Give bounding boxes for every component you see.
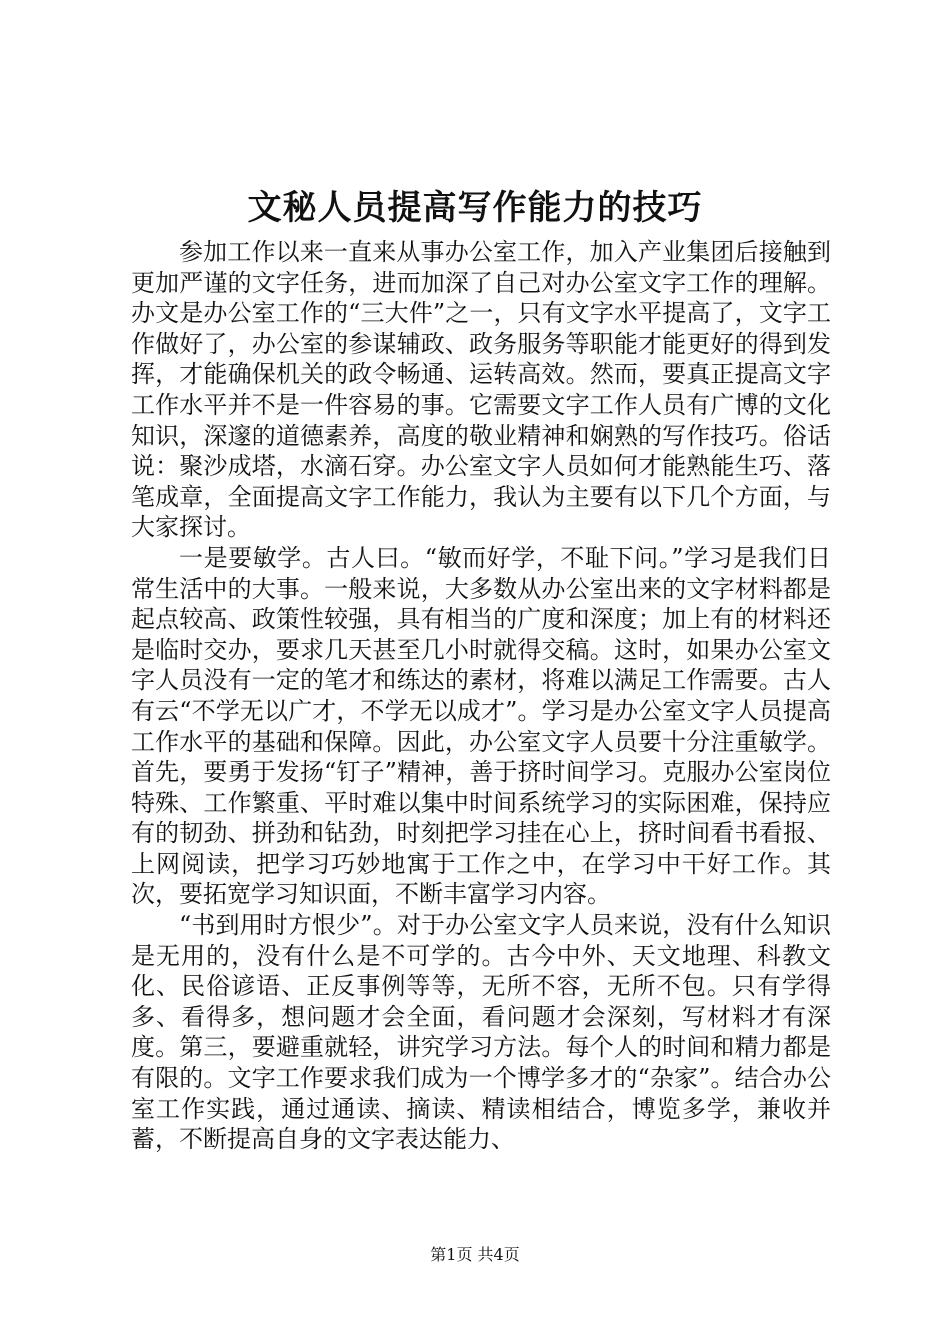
page-number-footer: 第1页 共4页 xyxy=(430,1245,520,1264)
document-body xyxy=(131,237,831,1155)
paragraph-reading-knowledge: “书到用时方恨少”。对于办公室文字人员来说，没有什么知识是无用的，没有什么是不可学的。古今中外、天文地理、科教文化、民俗谚语、正反事例等等，无所不容，无所不包。只有学得多、看得多，想问题才会全面，看问题才会深刻，写材料才有深度。第三，要避重就轻，讲究学习方法。每个人的时间和精力都是有限的。文字工作要求我们成为一个博学多才的“杂家”。结合办公室工作实践，通过通读、摘读、精读相结合，博览多学，兼收并蓄，不断提高自身的文字表达能力、 xyxy=(131,911,831,1154)
paragraph-diligent-study: 一是要敏学。古人曰。“敏而好学，不耻下问。”学习是我们日常生活中的大事。一般来说，大多数从办公室出来的文字材料都是起点较高、政策性较强，具有相当的广度和深度；加上有的材料还是临时交办，要求几天甚至几小时就得交稿。这时，如果办公室文字人员没有一定的笔才和练达的素材，将难以满足工作需要。古人有云“不学无以广才，不学无以成才”。学习是办公室文字人员提高工作水平的基础和保障。因此，办公室文字人员要十分注重敏学。首先，要勇于发扬“钉子”精神，善于挤时间学习。克服办公室岗位特殊、工作繁重、平时难以集中时间系统学习的实际困难，保持应有的韧劲、拼劲和钻劲，时刻把学习挂在心上，挤时间看书看报、上网阅读，把学习巧妙地寓于工作之中，在学习中干好工作。其次，要拓宽学习知识面，不断丰富学习内容。 xyxy=(131,543,831,909)
paragraph-intro: 参加工作以来一直来从事办公室工作，加入产业集团后接触到更加严谨的文字任务，进而加深了自己对办公室文字工作的理解。办文是办公室工作的“三大件”之一，只有文字水平提高了，文字工作做好了，办公室的参谋辅政、政务服务等职能才能更好的得到发挥，才能确保机关的政令畅通、运转高效。然而，要真正提高文字工作水平并不是一件容易的事。它需要文字工作人员有广博的文化知识，深邃的道德素养，高度的敬业精神和娴熟的写作技巧。俗话说：聚沙成塔，水滴石穿。办公室文字人员如何才能熟能生巧、落笔成章，全面提高文字工作能力，我认为主要有以下几个方面，与大家探讨。 xyxy=(131,238,831,542)
document-title: 文秘人员提高写作能力的技巧 xyxy=(247,188,703,228)
